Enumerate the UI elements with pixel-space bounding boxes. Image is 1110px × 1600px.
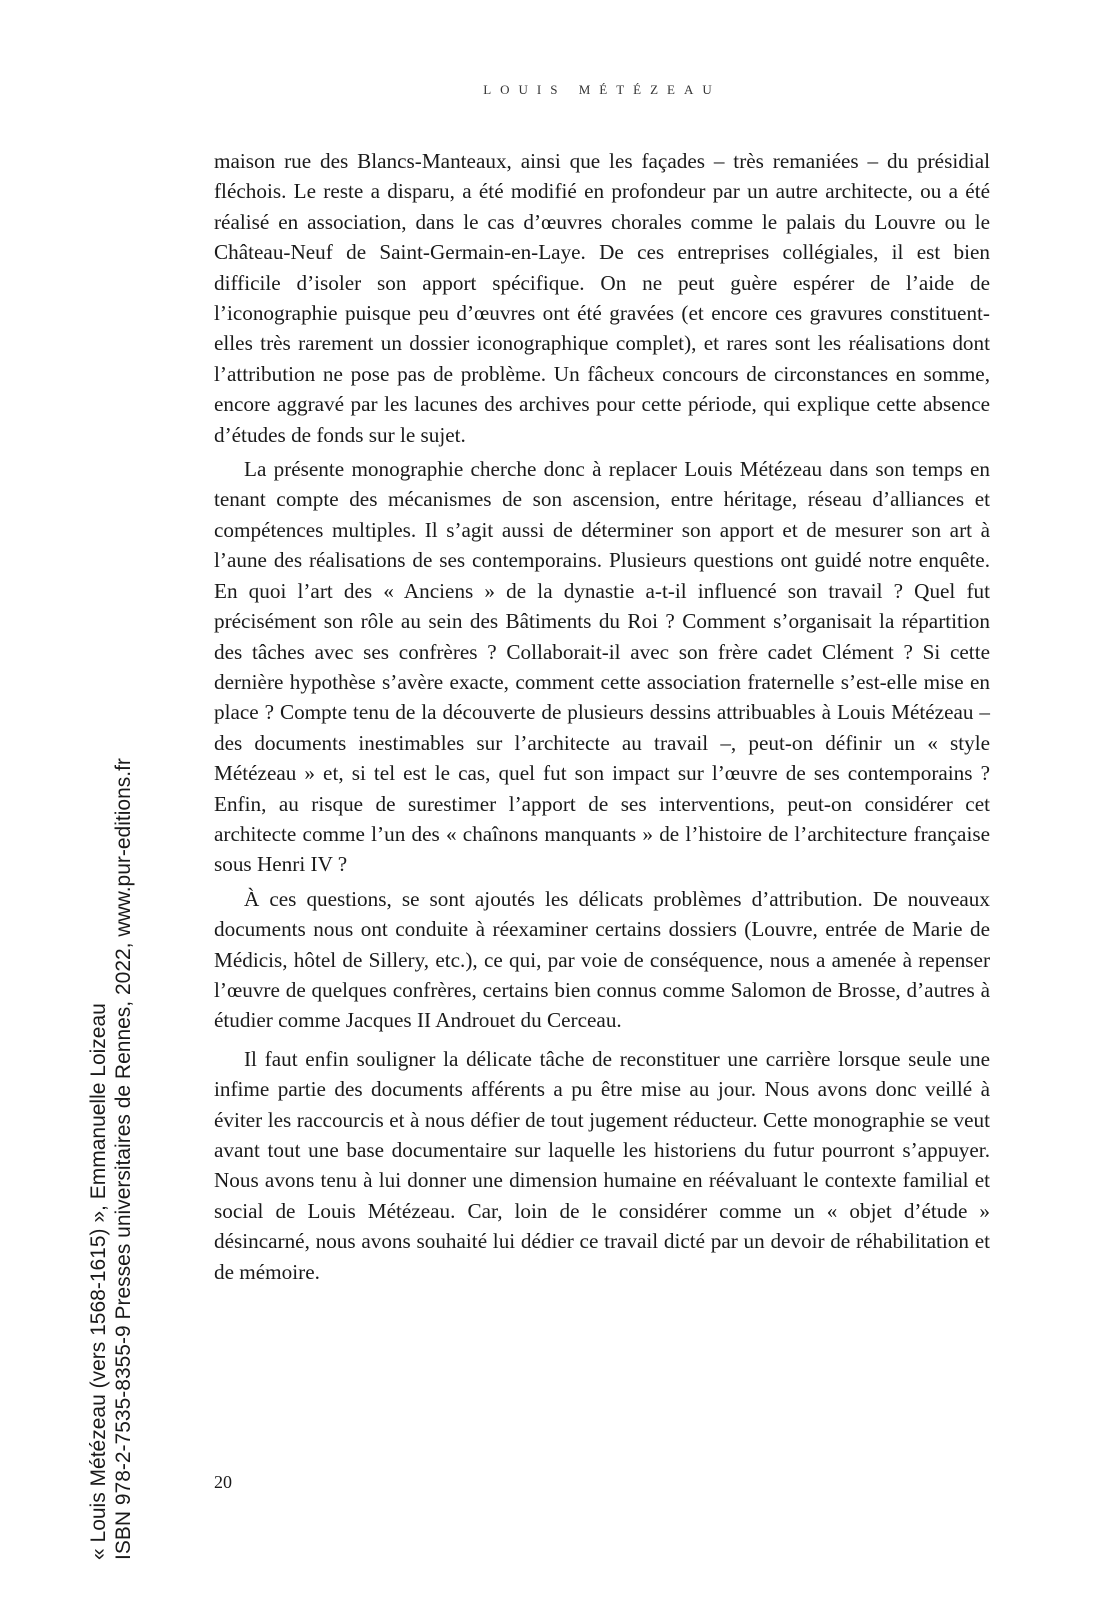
paragraph-2: La présente monographie cherche donc à replacer Louis Métézeau dans son temps en tenant compte des mécanismes de son ascension, entre héritage, réseau d’alliances et compétences multiples. Il s’agit aussi de déterminer son apport et de mesurer son art à l’aune des réalisations de ses contemporains. Plusieurs questions ont guidé notre enquête. En quoi l’art des « Anciens » de la dynastie a-t-il influencé son travail ? Quel fut précisément son rôle au sein des Bâtiments du Roi ? Comment s’organisait la répartition des tâches avec ses confrères ? Collaborait-il avec son frère cadet Clément ? Si cette dernière hypothèse s’avère exacte, comment cette association fraternelle s’est-elle mise en place ? Compte tenu de la découverte de plusieurs dessins attribuables à Louis Métézeau – des documents inestimables sur l’architecte au travail –, peut-on définir un « style Métézeau » et, si tel est le cas, quel fut son impact sur l’œuvre de ses contemporains ? Enfin, au risque de surestimer l’apport de ses interventions, peut-on considérer cet architecte comme l’un des « chaînons manquants » de l’histoire de l’architecture française sous Henri IV ? [214, 457, 990, 877]
page-number: 20 [214, 1472, 232, 1492]
side-note-title-line: « Louis Métézeau (vers 1568-1615) », Emmanuelle Loizeau [87, 1003, 110, 1560]
running-head: LOUIS MÉTÉZEAU [483, 82, 721, 97]
body-text [214, 146, 990, 1291]
paragraph-3: À ces questions, se sont ajoutés les délicats problèmes d’attribution. De nouveaux documents nous ont conduite à réexaminer certains dossiers (Louvre, entrée de Marie de Médicis, hôtel de Sillery, etc.), ce qui, par voie de conséquence, nous a amenée à repenser l’œuvre de quelques confrères, certains bien connus comme Salomon de Brosse, d’autres à étudier comme Jacques II Androuet du Cerceau. [214, 886, 990, 1033]
paragraph-1: maison rue des Blancs-Manteaux, ainsi que les façades – très remaniées – du présidial fléchois. Le reste a disparu, a été modifié en profondeur par un autre architecte, ou a été réalisé en association, dans le cas d’œuvres chorales comme le palais du Louvre ou le Château-Neuf de Saint-Germain-en-Laye. De ces entreprises collégiales, il est bien difficile d’isoler son apport spécifique. On ne peut guère espérer de l’aide de l’iconographie puisque peu d’œuvres ont été gravées (et encore ces gravures constituent-elles très rarement un dossier iconographique complet), et rares sont les réalisations dont l’attribution ne pose pas de problème. Un fâcheux concours de circonstances en somme, encore aggravé par les lacunes des archives pour cette période, qui explique cette absence d’études de fonds sur le sujet. [214, 149, 990, 447]
side-note-isbn-line: ISBN 978-2-7535-8355-9 Presses universitaires de Rennes, 2022, www.pur-editions.fr [112, 758, 135, 1560]
paragraph-4: Il faut enfin souligner la délicate tâche de reconstituer une carrière lorsque seule une infime partie des documents afférents a pu être mise au jour. Nous avons donc veillé à éviter les raccourcis et à nous défier de tout jugement réducteur. Cette monographie se veut avant tout une base documentaire sur laquelle les historiens du futur pourront s’appuyer. Nous avons tenu à lui donner une dimension humaine en réévaluant le contexte familial et social de Louis Métézeau. Car, loin de le considérer comme un « objet d’étude » désincarné, nous avons souhaité lui dédier ce travail dicté par un devoir de réhabilitation et de mémoire. [214, 1046, 990, 1284]
